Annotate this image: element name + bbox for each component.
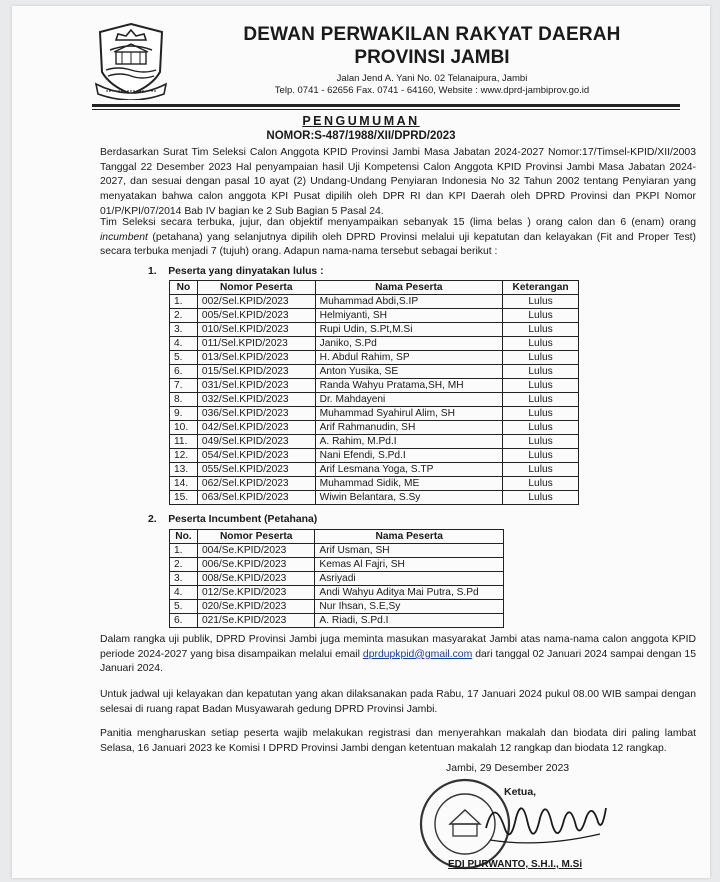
column-header-remarks: Keterangan xyxy=(503,281,579,295)
contact-line: Telp. 0741 - 62656 Fax. 0741 - 64160, Website : www.dprd-jambiprov.go.id xyxy=(274,85,590,96)
cell-remarks: Lulus xyxy=(503,449,579,463)
cell-no: 3. xyxy=(170,323,198,337)
incumbent-term: incumbent xyxy=(100,231,148,243)
signatory-role: Ketua, xyxy=(504,786,537,798)
table-row xyxy=(170,421,579,435)
letterhead xyxy=(192,24,672,96)
table-row xyxy=(170,558,504,572)
cell-participant-number: 008/Se.KPID/2023 xyxy=(197,572,314,586)
cell-participant-name: Arif Rahmanudin, SH xyxy=(315,421,503,435)
cell-participant-number: 012/Se.KPID/2023 xyxy=(197,586,314,600)
cell-participant-name: H. Abdul Rahim, SP xyxy=(315,351,503,365)
paragraph-selection-part2: (petahana) yang selanjutnya dipilih oleh DPRD Provinsi melalui uji kepatutan dan kelayakan (Fit and Proper Test) secara terbuka menjadi 7 (tujuh) orang. Adapun nama-nama tersebut sebagai berikut : xyxy=(100,231,696,258)
cell-participant-name: Randa Wahyu Pratama,SH, MH xyxy=(315,379,503,393)
cell-remarks: Lulus xyxy=(503,351,579,365)
table-row xyxy=(170,365,579,379)
cell-participant-name: Asriyadi xyxy=(315,572,504,586)
cell-no: 15. xyxy=(170,491,198,505)
paragraph-public-test-part1: Dalam rangka uji publik, DPRD Provinsi Jambi juga meminta masukan masyarakat Jambi atas nama-nama calon anggota KPID periode 2024-2027 yang bisa disampaikan melalui email xyxy=(100,634,696,660)
table-row xyxy=(170,309,579,323)
paragraph-public-test-part2: dari tanggal 02 Januari 2024 sampai dengan 15 Januari 2024. xyxy=(100,648,696,675)
table-row xyxy=(170,435,579,449)
incumbent-candidates-table xyxy=(169,529,504,628)
paragraph-schedule: Untuk jadwal uji kelayakan dan kepatutan yang akan dilaksanakan pada Rabu, 17 Januari 2024 pukul 08.00 WIB sampai dengan selesai di ruang rapat Badan Musyawarah gedung DPRD Provinsi Jambi. xyxy=(100,689,696,715)
paragraph-public-test xyxy=(100,633,696,677)
cell-remarks: Lulus xyxy=(503,463,579,477)
cell-participant-number: 063/Sel.KPID/2023 xyxy=(197,491,315,505)
cell-no: 8. xyxy=(170,393,198,407)
cell-participant-number: 042/Sel.KPID/2023 xyxy=(197,421,315,435)
cell-remarks: Lulus xyxy=(503,393,579,407)
paragraph-basis: Berdasarkan Surat Tim Seleksi Calon Anggota KPID Provinsi Jambi Masa Jabatan 2024-2027 Nomor:17/Timsel-KPID/XII/2003 Tanggal 22 Desember 2023 Hal penyampaian hasil Uji Kompetensi Calon Anggota KPID Provinsi Jambi Masa Jabatan 2024-2027, dan sesuai dengan pasal 10 ayat (2) Undang-Undang Penyiaran Indonesia No 32 Tahun 2002 tentang Penyiaran yang menyatakan bahwa calon anggota KPI Pusat dipilih oleh DPR RI dan KPI Daerah oleh DPRD Provinsi dan PKPI Nomor 01/P/KPI/07/2014 Bab IV bagian ke 2 Sub Bagian 5 Pasal 24. xyxy=(100,147,696,217)
cell-remarks: Lulus xyxy=(503,337,579,351)
cell-no: 4. xyxy=(170,586,198,600)
table-row xyxy=(170,491,579,505)
cell-no: 7. xyxy=(170,379,198,393)
institution-name: DEWAN PERWAKILAN RAKYAT DAERAH xyxy=(243,24,621,45)
cell-participant-number: 021/Se.KPID/2023 xyxy=(197,614,314,628)
announcement-title: PENGUMUMAN xyxy=(302,114,420,128)
passed-candidates-table xyxy=(169,280,579,505)
table-row xyxy=(170,393,579,407)
table-row xyxy=(170,586,504,600)
cell-remarks: Lulus xyxy=(503,407,579,421)
column-header-no: No xyxy=(170,281,198,295)
cell-remarks: Lulus xyxy=(503,323,579,337)
cell-participant-number: 015/Sel.KPID/2023 xyxy=(197,365,315,379)
cell-participant-name: A. Riadi, S.Pd.I xyxy=(315,614,504,628)
cell-participant-name: Wiwin Belantara, S.Sy xyxy=(315,491,503,505)
cell-participant-name: Nur Ihsan, S.E,Sy xyxy=(315,600,504,614)
cell-participant-name: Nani Efendi, S.Pd.I xyxy=(315,449,503,463)
column-header-participant-number: Nomor Peserta xyxy=(197,530,314,544)
section-1-title: 1. Peserta yang dinyatakan lulus : xyxy=(148,266,324,277)
column-header-participant-name: Nama Peserta xyxy=(315,530,504,544)
column-header-no: No. xyxy=(170,530,198,544)
cell-participant-name: Kemas Al Fajri, SH xyxy=(315,558,504,572)
announcement-heading xyxy=(12,114,710,142)
handwritten-signature xyxy=(480,788,610,858)
signatory-name: EDI PURWANTO, S.H.I., M.Si xyxy=(448,859,583,870)
cell-remarks: Lulus xyxy=(503,295,579,309)
cell-participant-number: 031/Sel.KPID/2023 xyxy=(197,379,315,393)
cell-no: 11. xyxy=(170,435,198,449)
cell-participant-name: Arif Usman, SH xyxy=(315,544,504,558)
paragraph-selection-part1: Tim Seleksi secara terbuka, jujur, dan objektif menyampaikan sebanyak 15 (lima belas ) orang calon dan 6 (enam) orang xyxy=(100,217,696,228)
cell-no: 4. xyxy=(170,337,198,351)
cell-remarks: Lulus xyxy=(503,379,579,393)
cell-no: 1. xyxy=(170,295,198,309)
cell-no: 13. xyxy=(170,463,198,477)
document-page xyxy=(12,6,710,878)
cell-no: 5. xyxy=(170,600,198,614)
table-row xyxy=(170,323,579,337)
cell-participant-name: Muhammad Sidik, ME xyxy=(315,477,503,491)
cell-participant-number: 006/Se.KPID/2023 xyxy=(197,558,314,572)
cell-participant-number: 020/Se.KPID/2023 xyxy=(197,600,314,614)
signature-block xyxy=(410,758,610,878)
letterhead-rule-thick xyxy=(92,104,680,107)
cell-participant-number: 002/Sel.KPID/2023 xyxy=(197,295,315,309)
cell-participant-number: 011/Sel.KPID/2023 xyxy=(197,337,315,351)
cell-participant-name: Muhammad Abdi,S.IP xyxy=(315,295,503,309)
province-name: PROVINSI JAMBI xyxy=(354,47,510,68)
cell-participant-name: Helmiyanti, SH xyxy=(315,309,503,323)
paragraph-registration: Panitia mengharuskan setiap peserta wajib melakukan registrasi dan menyerahkan makalah dan biodata diri paling lambat Selasa, 16 Januari 2023 ke Komisi I DPRD Provinsi Jambi dengan ketentuan makalah 12 rangkap dan biodata 12 rangkap. xyxy=(100,728,696,754)
cell-participant-number: 036/Sel.KPID/2023 xyxy=(197,407,315,421)
cell-remarks: Lulus xyxy=(503,477,579,491)
cell-participant-name: Andi Wahyu Aditya Mai Putra, S.Pd xyxy=(315,586,504,600)
table-row xyxy=(170,544,504,558)
cell-participant-name: A. Rahim, M.Pd.I xyxy=(315,435,503,449)
table-header-row xyxy=(170,281,579,295)
section-2-title: 2. Peserta Incumbent (Petahana) xyxy=(148,514,318,525)
cell-no: 12. xyxy=(170,449,198,463)
cell-no: 6. xyxy=(170,614,198,628)
table-row xyxy=(170,407,579,421)
cell-participant-number: 062/Sel.KPID/2023 xyxy=(197,477,315,491)
cell-no: 6. xyxy=(170,365,198,379)
table-row xyxy=(170,614,504,628)
cell-no: 2. xyxy=(170,558,198,572)
column-header-participant-name: Nama Peserta xyxy=(315,281,503,295)
cell-no: 3. xyxy=(170,572,198,586)
paragraph-selection xyxy=(100,216,696,260)
column-header-participant-number: Nomor Peserta xyxy=(197,281,315,295)
dprd-jambi-emblem xyxy=(92,20,170,100)
table-row xyxy=(170,351,579,365)
cell-no: 14. xyxy=(170,477,198,491)
cell-participant-number: 004/Se.KPID/2023 xyxy=(197,544,314,558)
cell-participant-number: 049/Sel.KPID/2023 xyxy=(197,435,315,449)
table-row xyxy=(170,572,504,586)
cell-participant-number: 010/Sel.KPID/2023 xyxy=(197,323,315,337)
cell-no: 9. xyxy=(170,407,198,421)
cell-participant-number: 005/Sel.KPID/2023 xyxy=(197,309,315,323)
cell-remarks: Lulus xyxy=(503,491,579,505)
cell-remarks: Lulus xyxy=(503,365,579,379)
cell-no: 10. xyxy=(170,421,198,435)
signature-date: Jambi, 29 Desember 2023 xyxy=(446,762,570,774)
cell-participant-name: Janiko, S.Pd xyxy=(315,337,503,351)
announcement-number: NOMOR:S-487/1988/XII/DPRD/2023 xyxy=(266,130,456,142)
table-row xyxy=(170,449,579,463)
cell-participant-name: Arif Lesmana Yoga, S.TP xyxy=(315,463,503,477)
table-header-row xyxy=(170,530,504,544)
cell-participant-number: 032/Sel.KPID/2023 xyxy=(197,393,315,407)
cell-remarks: Lulus xyxy=(503,435,579,449)
cell-participant-name: Muhammad Syahirul Alim, SH xyxy=(315,407,503,421)
address-line: Jalan Jend A. Yani No. 02 Telanaipura, Jambi xyxy=(336,73,528,84)
cell-participant-number: 055/Sel.KPID/2023 xyxy=(197,463,315,477)
cell-no: 1. xyxy=(170,544,198,558)
cell-remarks: Lulus xyxy=(503,421,579,435)
cell-no: 5. xyxy=(170,351,198,365)
cell-participant-name: Dr. Mahdayeni xyxy=(315,393,503,407)
table-row xyxy=(170,295,579,309)
table-row xyxy=(170,379,579,393)
cell-remarks: Lulus xyxy=(503,309,579,323)
table-row xyxy=(170,337,579,351)
cell-no: 2. xyxy=(170,309,198,323)
table-row xyxy=(170,463,579,477)
cell-participant-name: Anton Yusika, SE xyxy=(315,365,503,379)
cell-participant-number: 013/Sel.KPID/2023 xyxy=(197,351,315,365)
email-link[interactable]: dprdupkpid@gmail.com xyxy=(362,648,473,660)
table-row xyxy=(170,600,504,614)
cell-participant-number: 054/Sel.KPID/2023 xyxy=(197,449,315,463)
table-row xyxy=(170,477,579,491)
cell-participant-name: Rupi Udin, S.Pt,M.Si xyxy=(315,323,503,337)
letterhead-rule-thin xyxy=(92,109,680,110)
